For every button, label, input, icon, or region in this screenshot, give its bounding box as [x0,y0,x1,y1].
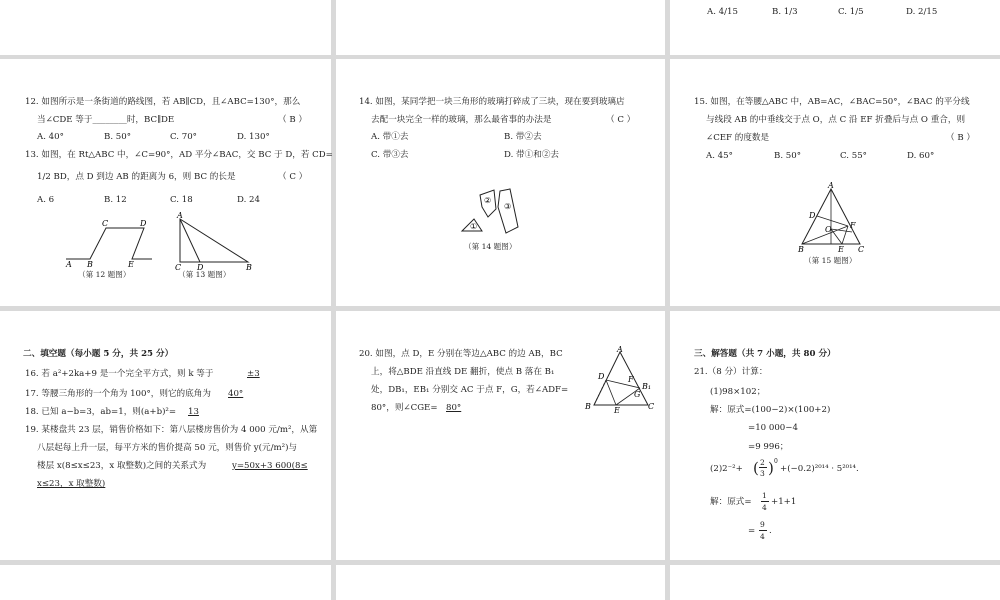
q21-step5-lead: = [748,526,756,536]
q12-line2: 当∠CDE 等于________时，BC∥DE [37,115,175,125]
q21-step2: =10 000−4 [748,423,798,433]
fig20-label-f: F [628,375,634,384]
figure-13-right-triangle [170,211,255,274]
option-c: C. 1/5 [838,7,864,17]
q21-step1: 解：原式=(100−2)×(100+2) [710,405,831,415]
q12-option-b: B. 50° [104,132,132,142]
q12-option-d: D. 130° [237,132,270,142]
q14-option-b: B. 带②去 [504,132,542,142]
fig15-label-o: O [825,225,832,234]
q20-line2: 上，将△BDE 沿直线 DE 翻折，使点 B 落在 B₁ [371,367,555,377]
fig12-label-e: E [128,260,134,269]
section2-heading: 二、填空题（每小题 5 分，共 25 分） [23,349,174,359]
q16-text: 16. 若 a²+2ka+9 是一个完全平方式，则 k 等于 [25,369,214,379]
piece-3-label: ③ [504,202,512,211]
q12-option-c: C. 70° [170,132,197,142]
q14-option-d: D. 带①和②去 [504,150,560,160]
q19-line3: 楼层 x(8≤x≤23，x 取整数)之间的关系式为 [37,461,207,471]
fig15-label-e: E [838,245,844,254]
fig13-label-b: B [246,263,252,272]
q14-option-c: C. 带③去 [371,150,409,160]
fig15-label-c: C [858,245,865,254]
fig12-label-d: D [140,219,147,228]
q21-step4-lead: 解：原式= [710,497,752,507]
fig13-label-d: D [197,263,204,272]
q13-answer: （ C ） [278,172,308,182]
panel-q20 [336,311,665,560]
q19-answer-part2: x≤23，x 取整数) [37,479,106,489]
q19-line2: 八层起每上升一层，每平方米的售价提高 50 元，则售价 y(元/m²)与 [37,443,298,453]
q20-line4: 80°，则∠CGE= [371,403,438,413]
q14-line1: 14. 如图，某同学把一块三角形的玻璃打碎成了三块，现在要到玻璃店 [359,97,625,107]
panel-section2 [0,311,331,560]
q15-line2: 与线段 AB 的中垂线交于点 O，点 C 沿 EF 折叠后与点 O 重合，则 [706,115,966,125]
fig20-label-b1: B₁ [642,382,652,391]
q15-line1: 15. 如图，在等腰△ABC 中，AB=AC，∠BAC=50°，∠BAC 的平分线 [694,97,970,107]
piece-2-label: ② [484,196,492,205]
q15-line3: ∠CEF 的度数是 [706,133,770,143]
q15-option-b: B. 50° [774,151,802,161]
panel-top-left [0,0,331,55]
fig12-label-a: A [66,260,72,269]
q21-exp: 0 [774,458,778,465]
q21-step4-den: 4 [762,503,767,512]
panel-top-middle [336,0,665,55]
q21-part2-rest: +(−0.2)²⁰¹⁴ · 5²⁰¹⁴. [780,464,859,474]
q16-answer: ±3 [247,369,260,379]
q15-answer: （ B ） [946,133,975,143]
option-b: B. 1/3 [772,7,798,17]
piece-1-label: ① [470,222,478,231]
panel-q14 [336,59,665,306]
q21-step5-den: 4 [760,532,765,541]
q13-option-d: D. 24 [237,195,260,205]
fig13-caption: （第 13 题图） [178,270,231,279]
figure-14-broken-glass [460,187,525,237]
q13-option-a: A. 6 [37,195,55,205]
q12-answer: （ B ） [278,115,307,125]
option-d: D. 2/15 [906,7,938,17]
fig20-label-a: A [617,345,623,354]
q14-answer: （ C ） [606,115,636,125]
section3-heading: 三、解答题（共 7 小题，共 80 分） [694,349,836,359]
fig20-label-g: G [634,390,641,399]
q14-option-a: A. 带①去 [371,132,409,142]
q20-line1: 20. 如图，点 D，E 分别在等边△ABC 的边 AB，BC [359,349,563,359]
q21-step5-end: . [769,526,772,536]
q13-option-c: C. 18 [170,195,193,205]
q21-step5-num: 9 [760,520,765,529]
fig14-caption: （第 14 题图） [464,242,517,251]
q17-answer: 40° [228,389,244,399]
panel-bottom-right [670,565,1000,600]
fig20-label-e: E [614,406,620,415]
figure-12-street-diagram [60,221,160,271]
q15-option-d: D. 60° [907,151,935,161]
figure-20-folded-triangle [582,345,657,415]
fig12-caption: （第 12 题图） [78,270,131,279]
q20-line3: 处，DB₁，EB₁ 分别交 AC 于点 F，G，若∠ADF= [371,385,569,395]
q21-frac-den: 3 [760,469,765,478]
q12-line1: 12. 如图所示是一条街道的路线图，若 AB∥CD，且∠ABC=130°，那么 [25,97,301,107]
q21-title: 21.（8 分）计算： [694,367,768,377]
fig15-label-b: B [798,245,804,254]
fig20-label-b: B [585,402,591,411]
fig15-caption: （第 15 题图） [804,256,857,265]
q14-line2: 去配一块完全一样的玻璃，那么最省事的办法是 [371,115,552,125]
q13-line2: 1/2 BD，点 D 到边 AB 的距离为 6，则 BC 的长是 [37,172,236,182]
q21-frac-num: 2 [760,458,765,467]
q21-step4-num: 1 [762,491,767,500]
q17-text: 17. 等腰三角形的一个角为 100°，则它的底角为 [25,389,211,399]
q19-answer-part1: y=50x+3 600(8≤ [232,461,308,471]
q21-step4-rest: +1+1 [771,497,797,507]
q21-step3: =9 996； [748,442,789,452]
panel-bottom-middle [336,565,665,600]
fig13-label-a: A [177,211,183,220]
fig12-label-b: B [87,260,93,269]
panel-bottom-left [0,565,331,600]
fig20-label-d: D [598,372,605,381]
q21-paren-open: ( [753,459,759,477]
panel-q12-q13 [0,59,331,306]
q21-part1: (1)98×102； [710,387,766,397]
panel-q15 [670,59,1000,306]
q18-text: 18. 已知 a−b=3，ab=1，则(a+b)²= [25,407,177,417]
q13-line1: 13. 如图，在 Rt△ABC 中，∠C=90°，AD 平分∠BAC，交 BC 于 D，若 CD= [25,150,333,160]
q21-paren-close: ) [768,459,774,477]
q20-answer: 80° [446,403,462,413]
fig15-label-a: A [828,181,834,190]
option-a: A. 4/15 [707,7,738,17]
panel-top-right [670,0,1000,55]
q12-option-a: A. 40° [37,132,64,142]
fig15-label-f: F [850,221,856,230]
q19-line1: 19. 某楼盘共 23 层，销售价格如下：第八层楼房售价为 4 000 元/m²，从第 [25,425,318,435]
q13-option-b: B. 12 [104,195,127,205]
q18-answer: 13 [188,407,199,417]
q15-option-c: C. 55° [840,151,867,161]
fig13-label-c: C [175,263,182,272]
figure-15-isosceles-triangle [798,181,878,254]
q21-part2-lead: (2)2⁻²+ [710,464,743,474]
panel-section3 [670,311,1000,560]
fig12-label-c: C [102,219,109,228]
fig15-label-d: D [809,211,816,220]
q15-option-a: A. 45° [706,151,733,161]
fig20-label-c: C [648,402,655,411]
